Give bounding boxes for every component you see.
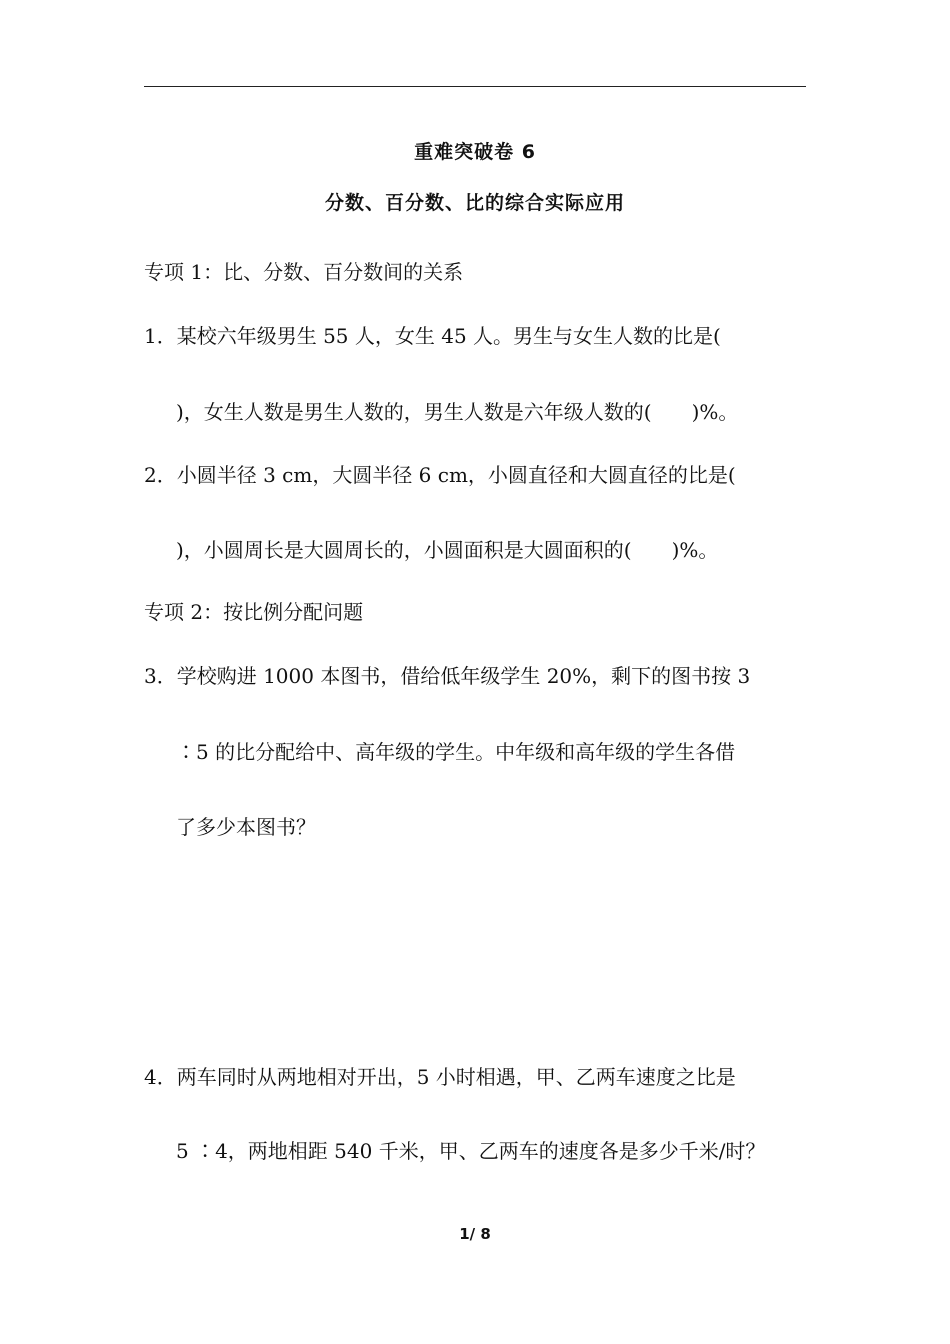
question-3-line-1: 3．学校购进 1000 本图书，借给低年级学生 20%，剩下的图书按 3	[144, 664, 751, 688]
question-3-line-3: 了多少本图书？	[176, 815, 316, 839]
question-2-line-2: )，小圆周长是大圆周长的，小圆面积是大圆面积的( )%。	[176, 538, 719, 562]
page-number: 1/ 8	[459, 1225, 491, 1243]
document-subtitle: 分数、百分数、比的综合实际应用	[324, 192, 625, 214]
document-title: 重难突破卷 6	[414, 141, 536, 163]
section-heading-2: 专项 2：按比例分配问题	[144, 600, 364, 624]
question-2-line-1: 2．小圆半径 3 cm，大圆半径 6 cm，小圆直径和大圆直径的比是(	[144, 463, 736, 487]
question-4-line-2: 5 ∶4，两地相距 540 千米，甲、乙两车的速度各是多少千米/时？	[176, 1139, 766, 1163]
question-4-line-1: 4．两车同时从两地相对开出，5 小时相遇，甲、乙两车速度之比是	[144, 1065, 736, 1089]
question-1-line-2: )，女生人数是男生人数的，男生人数是六年级人数的( )%。	[176, 400, 739, 424]
header-rule	[144, 86, 806, 87]
question-3-line-2: ∶5 的比分配给中、高年级的学生。中年级和高年级的学生各借	[176, 740, 736, 764]
section-heading-1: 专项 1：比、分数、百分数间的关系	[144, 260, 464, 284]
question-1-line-1: 1．某校六年级男生 55 人，女生 45 人。男生与女生人数的比是(	[144, 324, 721, 348]
